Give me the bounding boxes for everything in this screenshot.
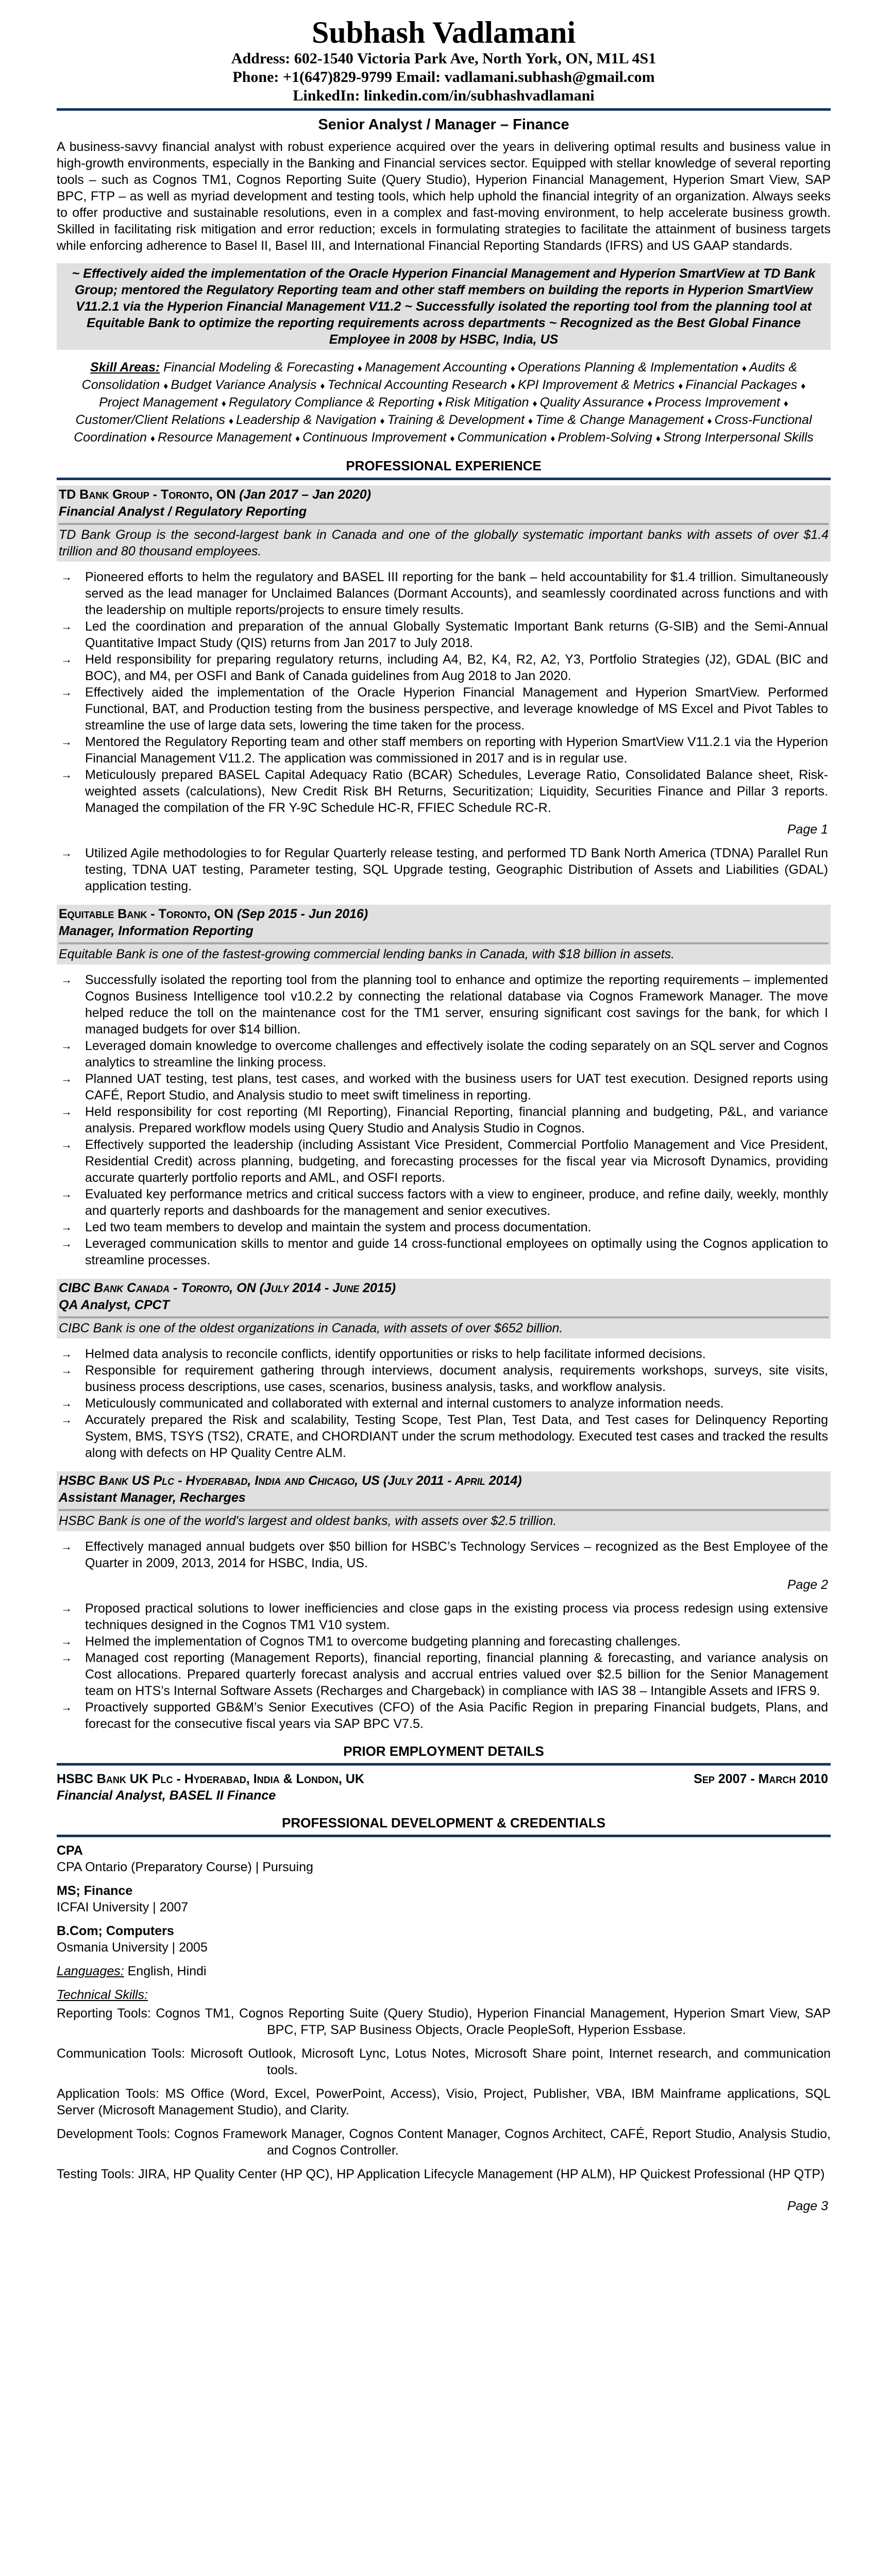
section-prior-employment: PRIOR EMPLOYMENT DETAILS	[343, 1743, 544, 1759]
bullet-text: Proactively supported GB&M’s Senior Executives (CFO) of the Asia Pacific Region in preparing Financial budgets, Plans, and forecast for the consecutive fiscal years via SAP BPC V7.5.	[85, 1700, 828, 1731]
skill-item: ♦ Quality Assurance	[532, 395, 644, 410]
credential-detail: CPA Ontario (Preparatory Course) | Pursuing	[57, 1860, 313, 1874]
technical-skills-label	[57, 1987, 831, 2003]
skill-item: ♦ Cross-Functional Coordination	[74, 413, 812, 445]
skill-item: ♦ Time & Change Management	[528, 413, 704, 427]
languages-value: English, Hindi	[124, 1964, 207, 1978]
skill-item: ♦ Resource Management	[150, 430, 292, 445]
communication-tools: Communication Tools: Microsoft Outlook, Microsoft Lync, Lotus Notes, Microsoft Share point, Internet research, and communication tools.	[57, 2046, 831, 2077]
skill-item: Financial Modeling & Forecasting	[163, 360, 354, 375]
separator	[59, 1509, 829, 1511]
prior-job	[57, 1771, 831, 1804]
credential-title: MS; Finance	[57, 1884, 133, 1898]
bullet-item	[57, 1538, 831, 1571]
bullet-item	[57, 1699, 831, 1732]
separator	[59, 523, 829, 525]
page-number: Page 2	[787, 1578, 828, 1592]
skill-item: ♦ Technical Accounting Research	[320, 378, 507, 392]
bullet-text: Leveraged domain knowledge to overcome challenges and effectively isolate the coding separately on an SQL server and Cognos analytics to streamline the linking process.	[85, 1039, 828, 1070]
arrow-bullet-icon: →	[61, 1364, 72, 1377]
arrow-bullet-icon: →	[61, 1397, 72, 1410]
header-divider	[57, 108, 831, 111]
company: Equitable Bank - Toronto, ON	[59, 907, 233, 921]
skill-item: ♦ Project Management	[99, 378, 805, 410]
technical-skills-heading: Technical Skills:	[57, 1988, 148, 2002]
company: HSBC Bank UK Plc - Hyderabad, India & London, UK	[57, 1772, 364, 1786]
company: TD Bank Group - Toronto, ON	[59, 487, 236, 502]
section-divider	[57, 478, 831, 480]
section-credentials: PROFESSIONAL DEVELOPMENT & CREDENTIALS	[282, 1815, 605, 1831]
separator	[59, 942, 829, 944]
job-header-equitable-bank	[57, 905, 831, 964]
reporting-tools: Reporting Tools: Cognos TM1, Cognos Reporting Suite (Query Studio), Hyperion Financial Management, Hyperion Smart View, SAP BPC, FTP, SAP Business Objects, Oracle PeopleSoft, Hyperion Essbase.	[57, 2006, 831, 2037]
skill-item: ♦ Regulatory Compliance & Reporting	[222, 395, 434, 410]
skill-item: ♦ Financial Packages	[678, 378, 797, 392]
bullet-text: Meticulously communicated and collaborated with external and internal customers to analyze information needs.	[85, 1396, 724, 1411]
job-header-hsbc-us	[57, 1471, 831, 1531]
summary: A business-savvy financial analyst with robust experience acquired over the years in delivering optimal results and business value in high-growth environments, especially in the Banking and Financial services sector. Equipped with stellar knowledge of several reporting tools – such as Cognos TM1, Cognos Reporting Suite (Query Studio), Hyperion Financial Management, Hyperion Smart View, SAP BPC, FTP – as well as myriad development and testing tools, which help uphold the financial integrity of an organization. Always seeks to offer productive and sustainable resolutions, even in a complex and fast-moving environment, to help accelerate business growth. Skilled in facilitating risk mitigation and error reduction; excels in formulating strategies to facilitate the attainment of business targets while enforcing adherence to Basel II, Basel III, and International Financial Reporting Standards (IFRS) and US GAAP standards.	[57, 140, 831, 253]
skill-item: ♦ Training & Development	[380, 413, 525, 427]
bullet-item	[57, 1650, 831, 1699]
bullet-text: Accurately prepared the Risk and scalability, Testing Scope, Test Plan, Test Data, and Test cases for Delinquency Reporting System, BMS, TSYS (TS2), CRATE, and CHORDIANT under the scrum methodology. Executed test cases and tracked the results along with defects on HP Quality Centre ALM.	[85, 1413, 828, 1460]
skill-item: ♦ Problem-Solving	[550, 430, 652, 445]
phone-email: Phone: +1(647)829-9799 Email: vadlamani.subhash@gmail.com	[232, 69, 655, 86]
bullet-text: Helmed the implementation of Cognos TM1 to overcome budgeting planning and forecasting challenges.	[85, 1634, 681, 1649]
arrow-bullet-icon: →	[61, 1138, 72, 1151]
address: Address: 602-1540 Victoria Park Ave, North York, ON, M1L 4S1	[231, 50, 656, 67]
candidate-name: Subhash Vadlamani	[312, 15, 576, 49]
bullet-item	[57, 1346, 831, 1362]
job-header-cibc	[57, 1279, 831, 1338]
credential-ms	[57, 1883, 831, 1916]
skill-item: ♦ Customer/Client Relations	[75, 395, 788, 427]
bullet-text: Led two team members to develop and maintain the system and process documentation.	[85, 1220, 592, 1234]
hsbc-us-bullets-continued	[57, 1600, 831, 1732]
skill-item: ♦ Audits & Consolidation	[82, 360, 797, 392]
bullet-item	[57, 1235, 831, 1268]
bullet-text: Proposed practical solutions to lower inefficiencies and close gaps in the existing process via process redesign using extensive techniques designed in the Cognos TM1 V10 system.	[85, 1601, 828, 1632]
arrow-bullet-icon: →	[61, 735, 72, 748]
arrow-bullet-icon: →	[61, 1602, 72, 1615]
hsbc-us-bullets	[57, 1538, 831, 1571]
arrow-bullet-icon: →	[61, 1701, 72, 1714]
bullet-text: Helmed data analysis to reconcile conflicts, identify opportunities or risks to help facilitate informed decisions.	[85, 1347, 706, 1361]
testing-tools: Testing Tools: JIRA, HP Quality Center (HP QC), HP Application Lifecycle Management (HP ALM), HP Quickest Professional (HP QTP)	[57, 2167, 825, 2181]
job-title: Manager, Information Reporting	[59, 924, 254, 938]
skill-item: ♦ Operations Planning & Implementation	[511, 360, 738, 375]
bullet-item	[57, 1600, 831, 1633]
skill-item: ♦ Management Accounting	[358, 360, 507, 375]
company: CIBC Bank Canada - Toronto, ON	[59, 1281, 256, 1295]
credential-title: CPA	[57, 1843, 83, 1858]
bullet-text: Planned UAT testing, test plans, test cases, and worked with the business users for UAT test execution. Designed reports using CAFÉ, Report Studio, and Analysis studio to meet swift timeliness in reporting.	[85, 1072, 828, 1103]
bullet-item	[57, 1038, 831, 1071]
bullet-text: Held responsibility for preparing regulatory returns, including A4, B2, K4, R2, A2, Y3, Portfolio Strategies (J2), GDAL (BIC and BOC), and M4, per OSFI and Bank of Canada guidelines from Aug 2018 to Jan 2020.	[85, 652, 828, 683]
job-title: Assistant Manager, Recharges	[59, 1490, 246, 1505]
arrow-bullet-icon: →	[61, 620, 72, 633]
bullet-text: Effectively aided the implementation of the Oracle Hyperion Financial Management and Hyperion SmartView. Performed Functional, BAT, and Production testing from the business perspective, and leverage knowledge of MS Excel and Pivot Tables to streamline the use of large data sets, lowering the time taken for the process.	[85, 685, 828, 733]
section-divider	[57, 1835, 831, 1837]
bullet-item	[57, 569, 831, 618]
bullet-text: Meticulously prepared BASEL Capital Adequacy Ratio (BCAR) Schedules, Leverage Ratio, Consolidated Balance sheet, Risk-weighted assets (calculations), New Credit Risk BH Returns, Securitization; Liquidity, Securities Finance and Pillar 3 reports. Managed the compilation of the FR Y-9C Schedule HC-R, FFIEC Schedule RC-R.	[85, 768, 828, 815]
bullet-item	[57, 618, 831, 651]
company-description: HSBC Bank is one of the world's largest and oldest banks, with assets over $2.5 trillion.	[59, 1514, 557, 1528]
bullet-item	[57, 1104, 831, 1137]
skill-item: ♦ Process Improvement	[647, 395, 780, 410]
bullet-item	[57, 684, 831, 734]
arrow-bullet-icon: →	[61, 1105, 72, 1118]
bullet-item	[57, 1395, 831, 1412]
equitable-bank-bullets	[57, 972, 831, 1268]
job-title: Financial Analyst, BASEL II Finance	[57, 1788, 276, 1803]
arrow-bullet-icon: →	[61, 846, 72, 859]
contact-block	[57, 49, 831, 105]
company-description: TD Bank Group is the second-largest bank in Canada and one of the globally systematic important banks with assets of over $1.4 trillion and 80 thousand employees.	[59, 528, 829, 558]
headline: Senior Analyst / Manager – Finance	[318, 116, 569, 133]
arrow-bullet-icon: →	[61, 1540, 72, 1553]
bullet-text: Held responsibility for cost reporting (MI Reporting), Financial Reporting, financial planning and budgeting, P&L, and variance analysis. Prepared workflow models using Query Studio and Analysis Studio in Cognos.	[85, 1105, 828, 1136]
highlights-box: ~ Effectively aided the implementation of the Oracle Hyperion Financial Management and Hyperion SmartView at TD Bank Group; mentored the Regulatory Reporting team and other staff members on building the reports in Hyperion SmartView V11.2.1 via the Hyperion Financial Management V11.2 ~ Successfully isolated the reporting tool from the planning tool at Equitable Bank to optimize the reporting requirements across departments ~ Recognized as the Best Global Finance Employee in 2008 by HSBC, India, US	[57, 263, 831, 350]
skill-areas-label: Skill Areas:	[90, 360, 160, 375]
separator	[59, 1316, 829, 1318]
skill-item: ♦ KPI Improvement & Metrics	[511, 378, 675, 392]
bullet-item	[57, 1412, 831, 1461]
job-title: QA Analyst, CPCT	[59, 1298, 170, 1312]
dates: (July 2011 - April 2014)	[383, 1473, 522, 1488]
bullet-item	[57, 1186, 831, 1219]
languages	[57, 1963, 831, 1979]
section-professional-experience: PROFESSIONAL EXPERIENCE	[346, 458, 542, 473]
bullet-text: Effectively supported the leadership (including Assistant Vice President, Commercial Portfolio Management and Vice President, Residential Credit) across planning, budgeting, and forecasting processes for the fiscal year via Microsoft Dynamics, providing accurate quarterly portfolio reports and AML, and OSFI reports.	[85, 1138, 828, 1185]
company-description: CIBC Bank is one of the oldest organizations in Canada, with assets of over $652 billion.	[59, 1321, 563, 1335]
skill-item: ♦ Budget Variance Analysis	[163, 378, 316, 392]
page-number: Page 3	[787, 2199, 828, 2213]
skill-item: ♦ Leadership & Navigation	[229, 413, 377, 427]
skill-item: ♦ Continuous Improvement	[295, 430, 447, 445]
arrow-bullet-icon: →	[61, 973, 72, 986]
bullet-item	[57, 1219, 831, 1235]
bullet-item	[57, 767, 831, 816]
cibc-bullets	[57, 1346, 831, 1461]
arrow-bullet-icon: →	[61, 1188, 72, 1200]
dates: Sep 2007 - March 2010	[694, 1772, 828, 1786]
td-bank-bullets	[57, 569, 831, 816]
dates: (Sep 2015 - Jun 2016)	[237, 907, 368, 921]
bullet-item	[57, 734, 831, 767]
dates: (July 2014 - June 2015)	[259, 1281, 396, 1295]
company: HSBC Bank US Plc - Hyderabad, India and Chicago, US	[59, 1473, 380, 1488]
job-header-td-bank	[57, 485, 831, 562]
arrow-bullet-icon: →	[61, 570, 72, 583]
arrow-bullet-icon: →	[61, 768, 72, 781]
bullet-item	[57, 1071, 831, 1104]
arrow-bullet-icon: →	[61, 1635, 72, 1648]
skill-items	[74, 360, 814, 445]
bullet-text: Led the coordination and preparation of the annual Globally Systematic Important Bank returns (G-SIB) and the Semi-Annual Quantitative Impact Study (QIS) returns from Jan 2017 to July 2018.	[85, 619, 828, 650]
arrow-bullet-icon: →	[61, 653, 72, 666]
skill-item: ♦ Communication	[450, 430, 547, 445]
bullet-text: Pioneered efforts to helm the regulatory and BASEL III reporting for the bank – held accountability for $1.4 trillion. Simultaneously served as the lead manager for Unclaimed Balances (Dormant Accounts), and seamlessly coordinated across functions and with the leadership on multiple reports/projects to ensure timely results.	[85, 570, 828, 617]
development-tools: Development Tools: Cognos Framework Manager, Cognos Content Manager, Cognos Architect, CAFÉ, Report Studio, Analysis Studio, and Cognos Controller.	[57, 2127, 831, 2158]
credential-cpa	[57, 1842, 831, 1875]
skill-item: ♦ Strong Interpersonal Skills	[656, 430, 814, 445]
bullet-item	[57, 651, 831, 684]
credential-detail: ICFAI University | 2007	[57, 1900, 189, 1914]
page-number: Page 1	[787, 822, 828, 837]
linkedin: LinkedIn: linkedin.com/in/subhashvadlamani	[293, 87, 595, 104]
credential-title: B.Com; Computers	[57, 1924, 174, 1938]
skill-item: ♦ Risk Mitigation	[438, 395, 529, 410]
arrow-bullet-icon: →	[61, 1072, 72, 1085]
bullet-item	[57, 1633, 831, 1650]
td-bank-bullets-continued	[57, 845, 831, 894]
bullet-text: Evaluated key performance metrics and critical success factors with a view to engineer, produce, and refine daily, weekly, monthly and quarterly reports and dashboards for the management and senior executives.	[85, 1187, 828, 1218]
bullet-text: Mentored the Regulatory Reporting team and other staff members on reporting with Hyperion SmartView V11.2.1 via the Hyperion Financial Management V11.2. The application was commissioned in 2017 and is in regular use.	[85, 735, 828, 766]
credential-detail: Osmania University | 2005	[57, 1940, 208, 1955]
application-tools: Application Tools: MS Office (Word, Excel, PowerPoint, Access), Visio, Project, Publisher, VBA, IBM Mainframe applications, SQL Server (Microsoft Management Studio), and Clarity.	[57, 2087, 831, 2117]
arrow-bullet-icon: →	[61, 1651, 72, 1664]
bullet-item	[57, 1137, 831, 1186]
arrow-bullet-icon: →	[61, 1413, 72, 1426]
bullet-item	[57, 845, 831, 894]
arrow-bullet-icon: →	[61, 1237, 72, 1250]
section-divider	[57, 1763, 831, 1766]
bullet-text: Successfully isolated the reporting tool from the planning tool to enhance and optimize the reporting requirements – implemented Cognos Business Intelligence tool v10.2.2 by connecting the relational database via Cognos Framework Manager. The move helped reduce the toll on the maintenance cost for the TM1 server, ensuring significant cost savings for the bank, for which I managed budgets for over $14 billion.	[85, 973, 828, 1037]
bullet-item	[57, 1362, 831, 1395]
credential-bcom	[57, 1923, 831, 1956]
company-description: Equitable Bank is one of the fastest-growing commercial lending banks in Canada, with $18 billion in assets.	[59, 947, 675, 961]
bullet-item	[57, 972, 831, 1038]
skill-areas	[57, 359, 831, 447]
bullet-text: Utilized Agile methodologies to for Regular Quarterly release testing, and performed TD Bank North America (TDNA) Parallel Run testing, TDNA UAT testing, Parameter testing, SQL Upgrade testing, Geographic Distribution of Assets and Liabilities (GDAL) application testing.	[85, 846, 828, 893]
job-title: Financial Analyst / Regulatory Reporting	[59, 504, 307, 519]
bullet-text: Leveraged communication skills to mentor and guide 14 cross-functional employees on optimally using the Cognos application to streamline processes.	[85, 1236, 828, 1267]
bullet-text: Responsible for requirement gathering through interviews, document analysis, requirements workshops, surveys, site visits, business process descriptions, use cases, scenarios, business analysis, tasks, and workflow analysis.	[85, 1363, 828, 1394]
arrow-bullet-icon: →	[61, 686, 72, 699]
arrow-bullet-icon: →	[61, 1347, 72, 1360]
arrow-bullet-icon: →	[61, 1039, 72, 1052]
bullet-text: Managed cost reporting (Management Reports), financial reporting, financial planning & forecasting, and variance analysis on Cost allocations. Prepared quarterly forecast analysis and accrual entries valued over $2.5 billion for the Senior Management team on HTS’s Internal Software Assets (Recharges and Chargeback) in compliance with IAS 38 – Intangible Assets and IFRS 9.	[85, 1651, 828, 1698]
bullet-text: Effectively managed annual budgets over $50 billion for HSBC’s Technology Services – recognized as the Best Employee of the Quarter in 2009, 2013, 2014 for HSBC, India, US.	[85, 1539, 828, 1570]
arrow-bullet-icon: →	[61, 1221, 72, 1233]
dates: (Jan 2017 – Jan 2020)	[239, 487, 371, 502]
languages-label: Languages:	[57, 1964, 124, 1978]
